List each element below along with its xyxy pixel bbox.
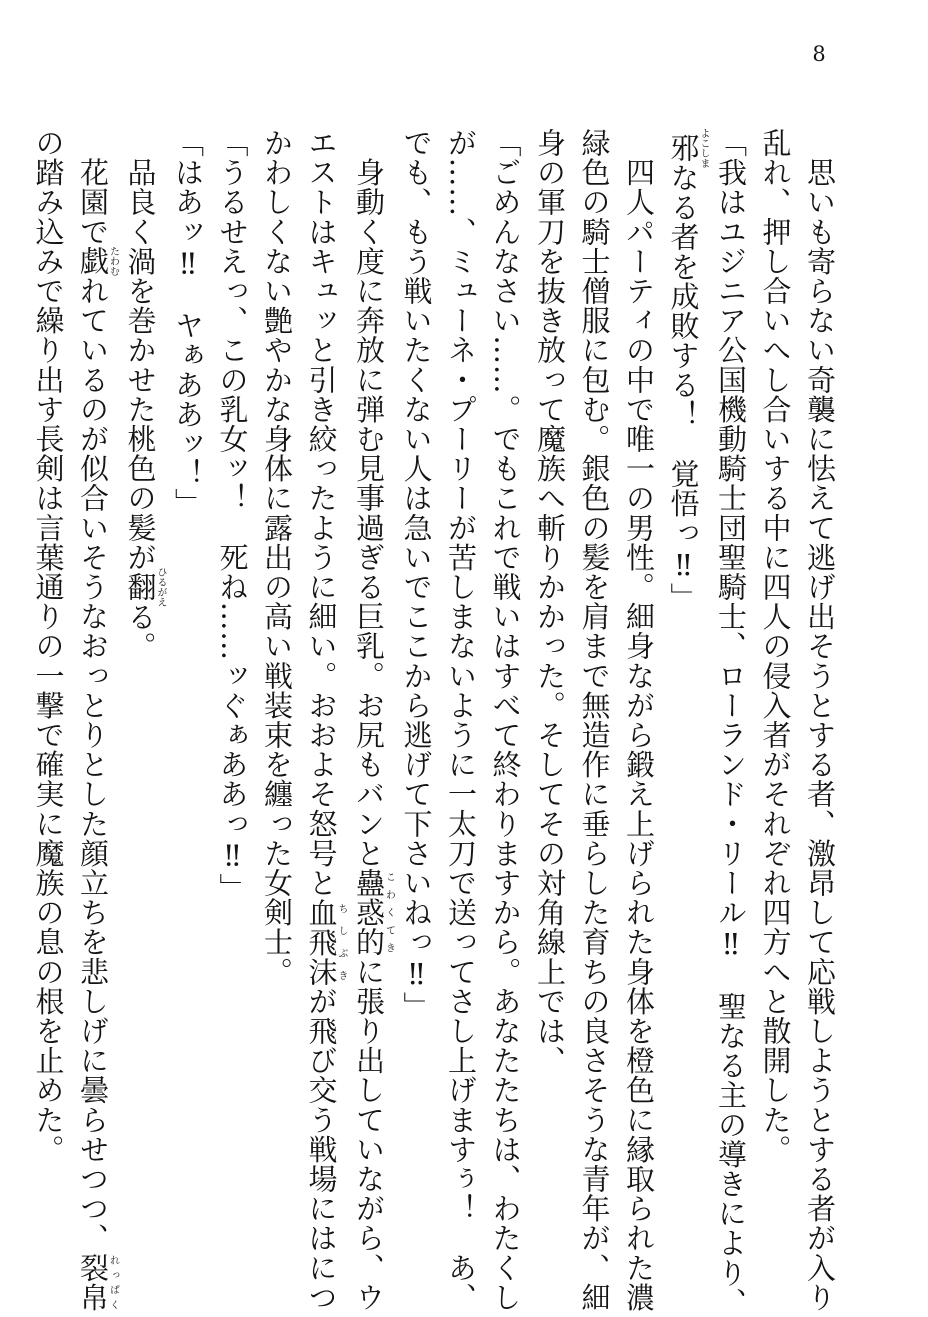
furigana-reading: たわむ xyxy=(107,246,119,277)
ruby-base: 翻 xyxy=(123,567,158,607)
text-segment: 「我はユジニア公国機動騎士団聖騎士、ローランド・リール‼ 聖なる主の導きにより、 xyxy=(714,128,748,1317)
text-segment: 「うるせえっ、この乳女ッ！ 死ね……ッぐぁああっ‼」 xyxy=(215,128,250,903)
ruby-base: 蠱惑的 xyxy=(352,868,386,957)
text-line xyxy=(26,128,71,1238)
text-line xyxy=(483,128,528,1312)
text-segment: が飛び交う戦場にはにつ xyxy=(304,986,339,1313)
vertical-text-body xyxy=(31,128,842,1317)
text-segment: 「はあッ‼ ヤぁああッ！」 xyxy=(171,128,205,518)
text-segment: に張り出していながら、ウ xyxy=(352,956,386,1313)
text-segment: 乱れ、押し合いへし合いする中に四人の侵入者がそれぞれ四方へと散開した。 xyxy=(758,128,793,1164)
furigana-reading: ちしぶき xyxy=(336,897,347,987)
text-segment: る。 xyxy=(123,601,158,662)
text-segment: 品良く渦を巻かせた桃色の髪が xyxy=(123,128,158,572)
furigana-word xyxy=(76,1252,119,1313)
text-line xyxy=(347,128,395,1313)
text-line xyxy=(255,128,300,1238)
ruby-base: 戯 xyxy=(76,246,110,277)
text-line xyxy=(166,128,211,1238)
text-line xyxy=(299,128,347,1313)
text-segment: れているのが似合いそうなおっとりとした顔立ちを悲しげに曇らせつつ、 xyxy=(76,276,110,1253)
furigana-word xyxy=(76,246,119,277)
furigana-word xyxy=(304,897,347,987)
furigana-word xyxy=(123,567,166,607)
text-line xyxy=(617,128,662,1312)
ruby-base: 裂帛 xyxy=(76,1252,110,1313)
text-line xyxy=(709,128,754,1317)
text-segment: が……、ミューネ・プーリーが苦しまないように一太刀で送ってさし上げますぅ！ あ、 xyxy=(444,128,478,1312)
text-segment: エストはキュッと引き絞ったように細い。おおよそ怒号と xyxy=(304,128,339,898)
furigana-word xyxy=(352,868,395,957)
ruby-base: 血飛沫 xyxy=(304,897,339,987)
text-segment: かわしくない艶やかな身体に露出の高い戦装束を纏った女剣士。 xyxy=(260,128,294,987)
text-line xyxy=(572,128,617,1312)
ruby-base: 邪 xyxy=(666,128,701,168)
text-segment: 緑色の騎士僧服に包む。銀色の髪を肩まで無造作に垂らした育ちの良さそうな青年が、細 xyxy=(577,128,612,1312)
text-segment: 身の軍刀を抜き放って魔族へ斬りかかった。そしてその対角線上では、 xyxy=(533,128,567,1076)
text-line xyxy=(753,128,798,1238)
text-segment: 「ごめんなさい……。でもこれで戦いはすべて終わりますから。あなたたちは、わたくし xyxy=(488,128,523,1312)
text-segment: でも、もう戦いたくない人は急いでここから逃げて下さいねっ‼」 xyxy=(399,128,434,1021)
text-line xyxy=(118,128,166,1238)
text-segment: 身動く度に奔放に弾む見事過ぎる巨乳。お尻もバンと xyxy=(352,128,386,868)
text-segment: 四人パーティの中で唯一の男性。細身ながら鍛え上げられた身体を橙色に縁取られた濃 xyxy=(622,128,656,1312)
text-line xyxy=(798,128,843,1312)
text-line xyxy=(394,128,439,1238)
furigana-reading: ひるがえ xyxy=(155,567,166,607)
text-line xyxy=(439,128,484,1312)
text-segment: なる者を成敗する！ 覚悟っ‼」 xyxy=(666,162,701,612)
text-line xyxy=(528,128,573,1238)
furigana-reading: こわくてき xyxy=(383,868,395,957)
text-segment: 花園で xyxy=(76,128,110,247)
furigana-word xyxy=(666,128,709,168)
text-segment: 思いも寄らない奇襲に怯えて逃げ出そうとする者、激昂して応戦しようとする者が入り xyxy=(803,128,837,1312)
page-number: 8 xyxy=(812,42,826,66)
furigana-reading: よこしま xyxy=(698,128,709,168)
text-line xyxy=(210,128,255,1238)
furigana-reading: れっぱく xyxy=(107,1252,119,1313)
text-segment: の踏み込みで繰り出す長剣は言葉通りの一撃で確実に魔族の息の根を止めた。 xyxy=(31,128,66,1164)
text-line xyxy=(661,128,709,1238)
text-line xyxy=(71,128,119,1313)
